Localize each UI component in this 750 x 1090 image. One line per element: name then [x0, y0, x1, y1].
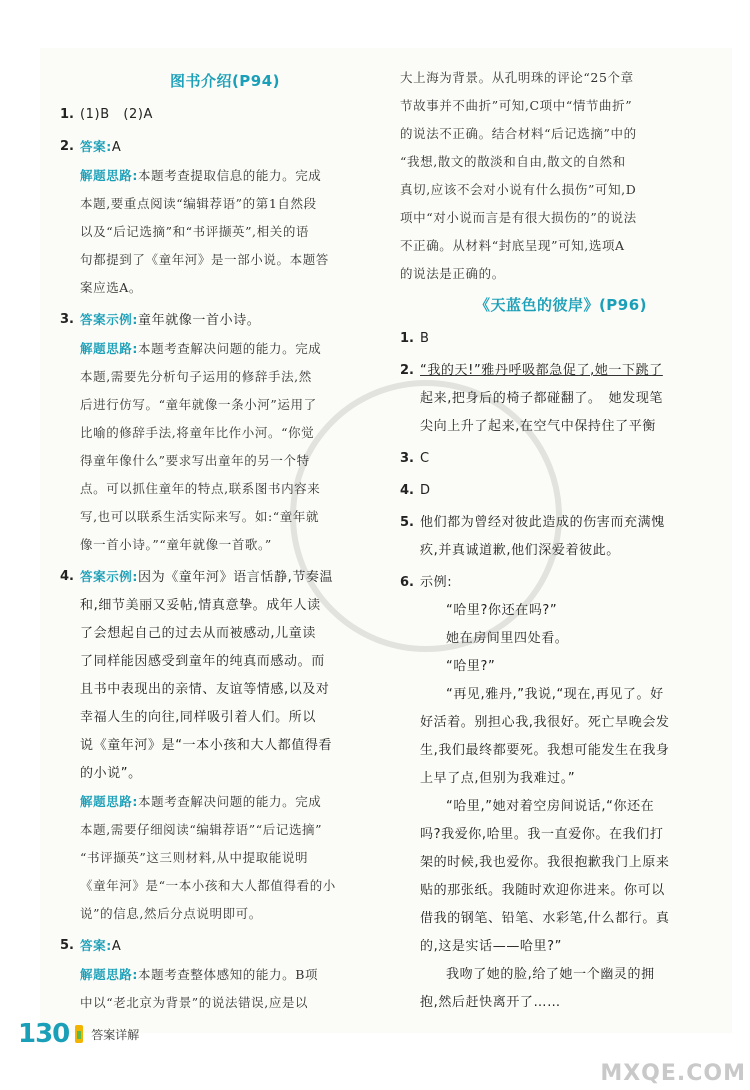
- answer-text: (1)B (2)A: [80, 107, 154, 122]
- question-2: [400, 357, 722, 441]
- explanation-line: 写,也可以联系生活实际来写。如:“童年就: [80, 509, 320, 524]
- explanation-line: 得童年像什么”要求写出童年的另一个特: [80, 453, 310, 468]
- answer-line: 起来,把身后的椅子都碰翻了。 她发现笔: [420, 391, 664, 406]
- explanation-line: 比喻的修辞手法,将童年比作小河。“你觉: [80, 425, 315, 440]
- left-column: [60, 64, 390, 1021]
- section-title-text: 图书介绍: [169, 72, 232, 90]
- explanation-line: 的说法不正确。结合材料“后记选摘”中的: [400, 126, 637, 141]
- passage-line: 的,这是实话——哈里?”: [420, 939, 562, 954]
- question-4: [60, 563, 390, 928]
- explanation-line: 句都提到了《童年河》是一部小说。本题答: [80, 252, 329, 267]
- question-number: 5.: [400, 515, 414, 530]
- answer-line: 且书中表现出的亲情、友谊等情感,以及对: [80, 682, 330, 697]
- question-number: 2.: [60, 139, 74, 154]
- answer-text: 童年就像一首小诗。: [138, 313, 261, 328]
- section-page-ref: (P94): [231, 72, 281, 90]
- explanation-line: 的说法是正确的。: [400, 266, 505, 281]
- question-number: 5.: [60, 938, 74, 953]
- explanation-line: 以及“后记选摘”和“书评撷英”,相关的语: [80, 224, 310, 239]
- passage-line: 她在房间里四处看。: [446, 631, 569, 646]
- answer-line: 他们都为曾经对彼此造成的伤害而充满愧: [420, 515, 665, 530]
- question-number: 6.: [400, 575, 414, 590]
- page-number: 130: [18, 1019, 70, 1049]
- passage-line: 上早了点,但别为我难过。”: [420, 771, 576, 786]
- passage-line: 好活着。别担心我,我很好。死亡早晚会发: [420, 715, 670, 730]
- explanation-line: 中以“老北京为背景”的说法错误,应是以: [80, 995, 309, 1010]
- passage-line: 我吻了她的脸,给了她一个幽灵的拥: [446, 967, 655, 982]
- question-number: 4.: [60, 569, 74, 584]
- explanation-line: 本题,需要仔细阅读“编辑荐语”“后记选摘”: [80, 822, 323, 837]
- explanation-line: “书评撷英”这三则材料,从中提取能说明: [80, 850, 309, 865]
- section-title-book-intro: [60, 70, 390, 91]
- passage-line: 吗?我爱你,哈里。我一直爱你。在我们打: [420, 827, 664, 842]
- section-page-ref: (P96): [598, 296, 648, 314]
- answer-tag: 答案示例:: [80, 569, 138, 584]
- answer-text: A: [111, 140, 122, 155]
- explanation-line: 像一首小诗。”“童年就像一首歌。”: [80, 537, 272, 552]
- passage-line: “哈里,”她对着空房间说话,“你还在: [446, 799, 655, 814]
- answer-line: 疚,并真诚道歉,他们深爱着彼此。: [420, 543, 620, 558]
- watermark-text: MXQE.COM: [600, 1061, 746, 1086]
- question-number: 3.: [400, 451, 414, 466]
- answer-line: 了会想起自己的过去从而被感动,儿童读: [80, 626, 316, 641]
- explanation-tag: 解题思路:: [80, 967, 138, 982]
- question-1: [60, 101, 390, 129]
- question-5: [60, 932, 390, 1017]
- answer-line: 的小说”。: [80, 766, 142, 781]
- question-3: [60, 306, 390, 559]
- answer-tag: 答案示例:: [80, 312, 138, 327]
- explanation-line: 节故事并不曲折”可知,C项中“情节曲折”: [400, 98, 633, 113]
- answer-line: 幸福人生的向往,同样吸引着人们。所以: [80, 710, 316, 725]
- passage-line: “哈里?”: [446, 659, 496, 674]
- footer-label: 答案详解: [91, 1027, 140, 1042]
- explanation-line: 项中“对小说而言是有很大损伤的”的说法: [400, 210, 637, 225]
- explanation-line: 后进行仿写。“童年就像一条小河”运用了: [80, 397, 317, 412]
- question-number: 4.: [400, 483, 414, 498]
- section-title-text: 《天蓝色的彼岸》: [474, 296, 599, 314]
- example-passage: [420, 597, 722, 1017]
- explanation-line: 本题,要重点阅读“编辑荐语”的第1自然段: [80, 196, 317, 211]
- passage-line: 借我的钢笔、铅笔、水彩笔,什么都行。真: [420, 911, 670, 926]
- explanation-line: 不正确。从材料“封底呈现”可知,选项A: [400, 238, 625, 253]
- explanation-line: 本题考查解决问题的能力。完成: [138, 341, 322, 356]
- question-3: [400, 445, 722, 473]
- explanation-tag: 解题思路:: [80, 794, 138, 809]
- answer-line: 说《童年河》是“一本小孩和大人都值得看: [80, 738, 333, 753]
- explanation-line: 大上海为背景。从孔明珠的评论“25个章: [400, 70, 634, 85]
- explanation-line: 真切,应该不会对小说有什么损伤”可知,D: [400, 182, 637, 197]
- explanation-line: 本题考查解决问题的能力。完成: [138, 794, 322, 809]
- explanation-line: 说”的信息,然后分点说明即可。: [80, 906, 262, 921]
- passage-line: 架的时候,我也爱你。我很抱歉我门上原来: [420, 855, 670, 870]
- explanation-tag: 解题思路:: [80, 168, 138, 183]
- bookmark-icon: [75, 1025, 83, 1043]
- explanation-line: 点。可以抓住童年的特点,联系图书内容来: [80, 481, 321, 496]
- answer-line: 了同样能因感受到童年的纯真而感动。而: [80, 654, 325, 669]
- passage-line: 生,我们最终都要死。我想可能发生在我身: [420, 743, 670, 758]
- explanation-line: “我想,散文的散淡和自由,散文的自然和: [400, 154, 626, 169]
- explanation-line: 《童年河》是“一本小孩和大人都值得看的小: [80, 878, 336, 893]
- passage-line: “再见,雅丹,”我说,“现在,再见了。好: [446, 687, 664, 702]
- explanation-line: 本题考查提取信息的能力。完成: [138, 168, 322, 183]
- question-number: 3.: [60, 312, 74, 327]
- answer-text: A: [111, 939, 122, 954]
- explanation-line: 本题,需要先分析句子运用的修辞手法,然: [80, 369, 312, 384]
- passage-line: 抱,然后赶快离开了……: [420, 995, 561, 1010]
- question-number: 2.: [400, 363, 414, 378]
- answer-line: “我的天!”雅丹呼吸都急促了,她一下跳了: [420, 363, 663, 378]
- question-4: [400, 477, 722, 505]
- section-title-blue-shore: [400, 294, 722, 315]
- answer-line: 因为《童年河》语言恬静,节奏温: [138, 570, 334, 585]
- passage-line: 贴的那张纸。我随时欢迎你进来。你可以: [420, 883, 665, 898]
- example-label: 示例:: [420, 575, 453, 590]
- explanation-line: 本题考查整体感知的能力。B项: [138, 967, 319, 982]
- explanation-tag: 解题思路:: [80, 341, 138, 356]
- explanation-line: 案应选A。: [80, 280, 143, 295]
- answer-tag: 答案:: [80, 139, 112, 154]
- question-2: [60, 133, 390, 302]
- answer-text: D: [420, 483, 431, 498]
- right-column: [400, 64, 722, 1021]
- answer-text: B: [420, 331, 430, 346]
- answer-line: 尖向上升了起来,在空气中保持住了平衡: [420, 419, 656, 434]
- answer-tag: 答案:: [80, 938, 112, 953]
- question-6: [400, 569, 722, 1017]
- answer-line: 和,细节美丽又妥帖,情真意挚。成年人读: [80, 598, 321, 613]
- question-number: 1.: [60, 107, 74, 122]
- answer-text: C: [420, 451, 430, 466]
- question-1: [400, 325, 722, 353]
- page-footer: [18, 1014, 139, 1054]
- question-5: [400, 509, 722, 565]
- question-number: 1.: [400, 331, 414, 346]
- passage-line: “哈里?你还在吗?”: [446, 603, 558, 618]
